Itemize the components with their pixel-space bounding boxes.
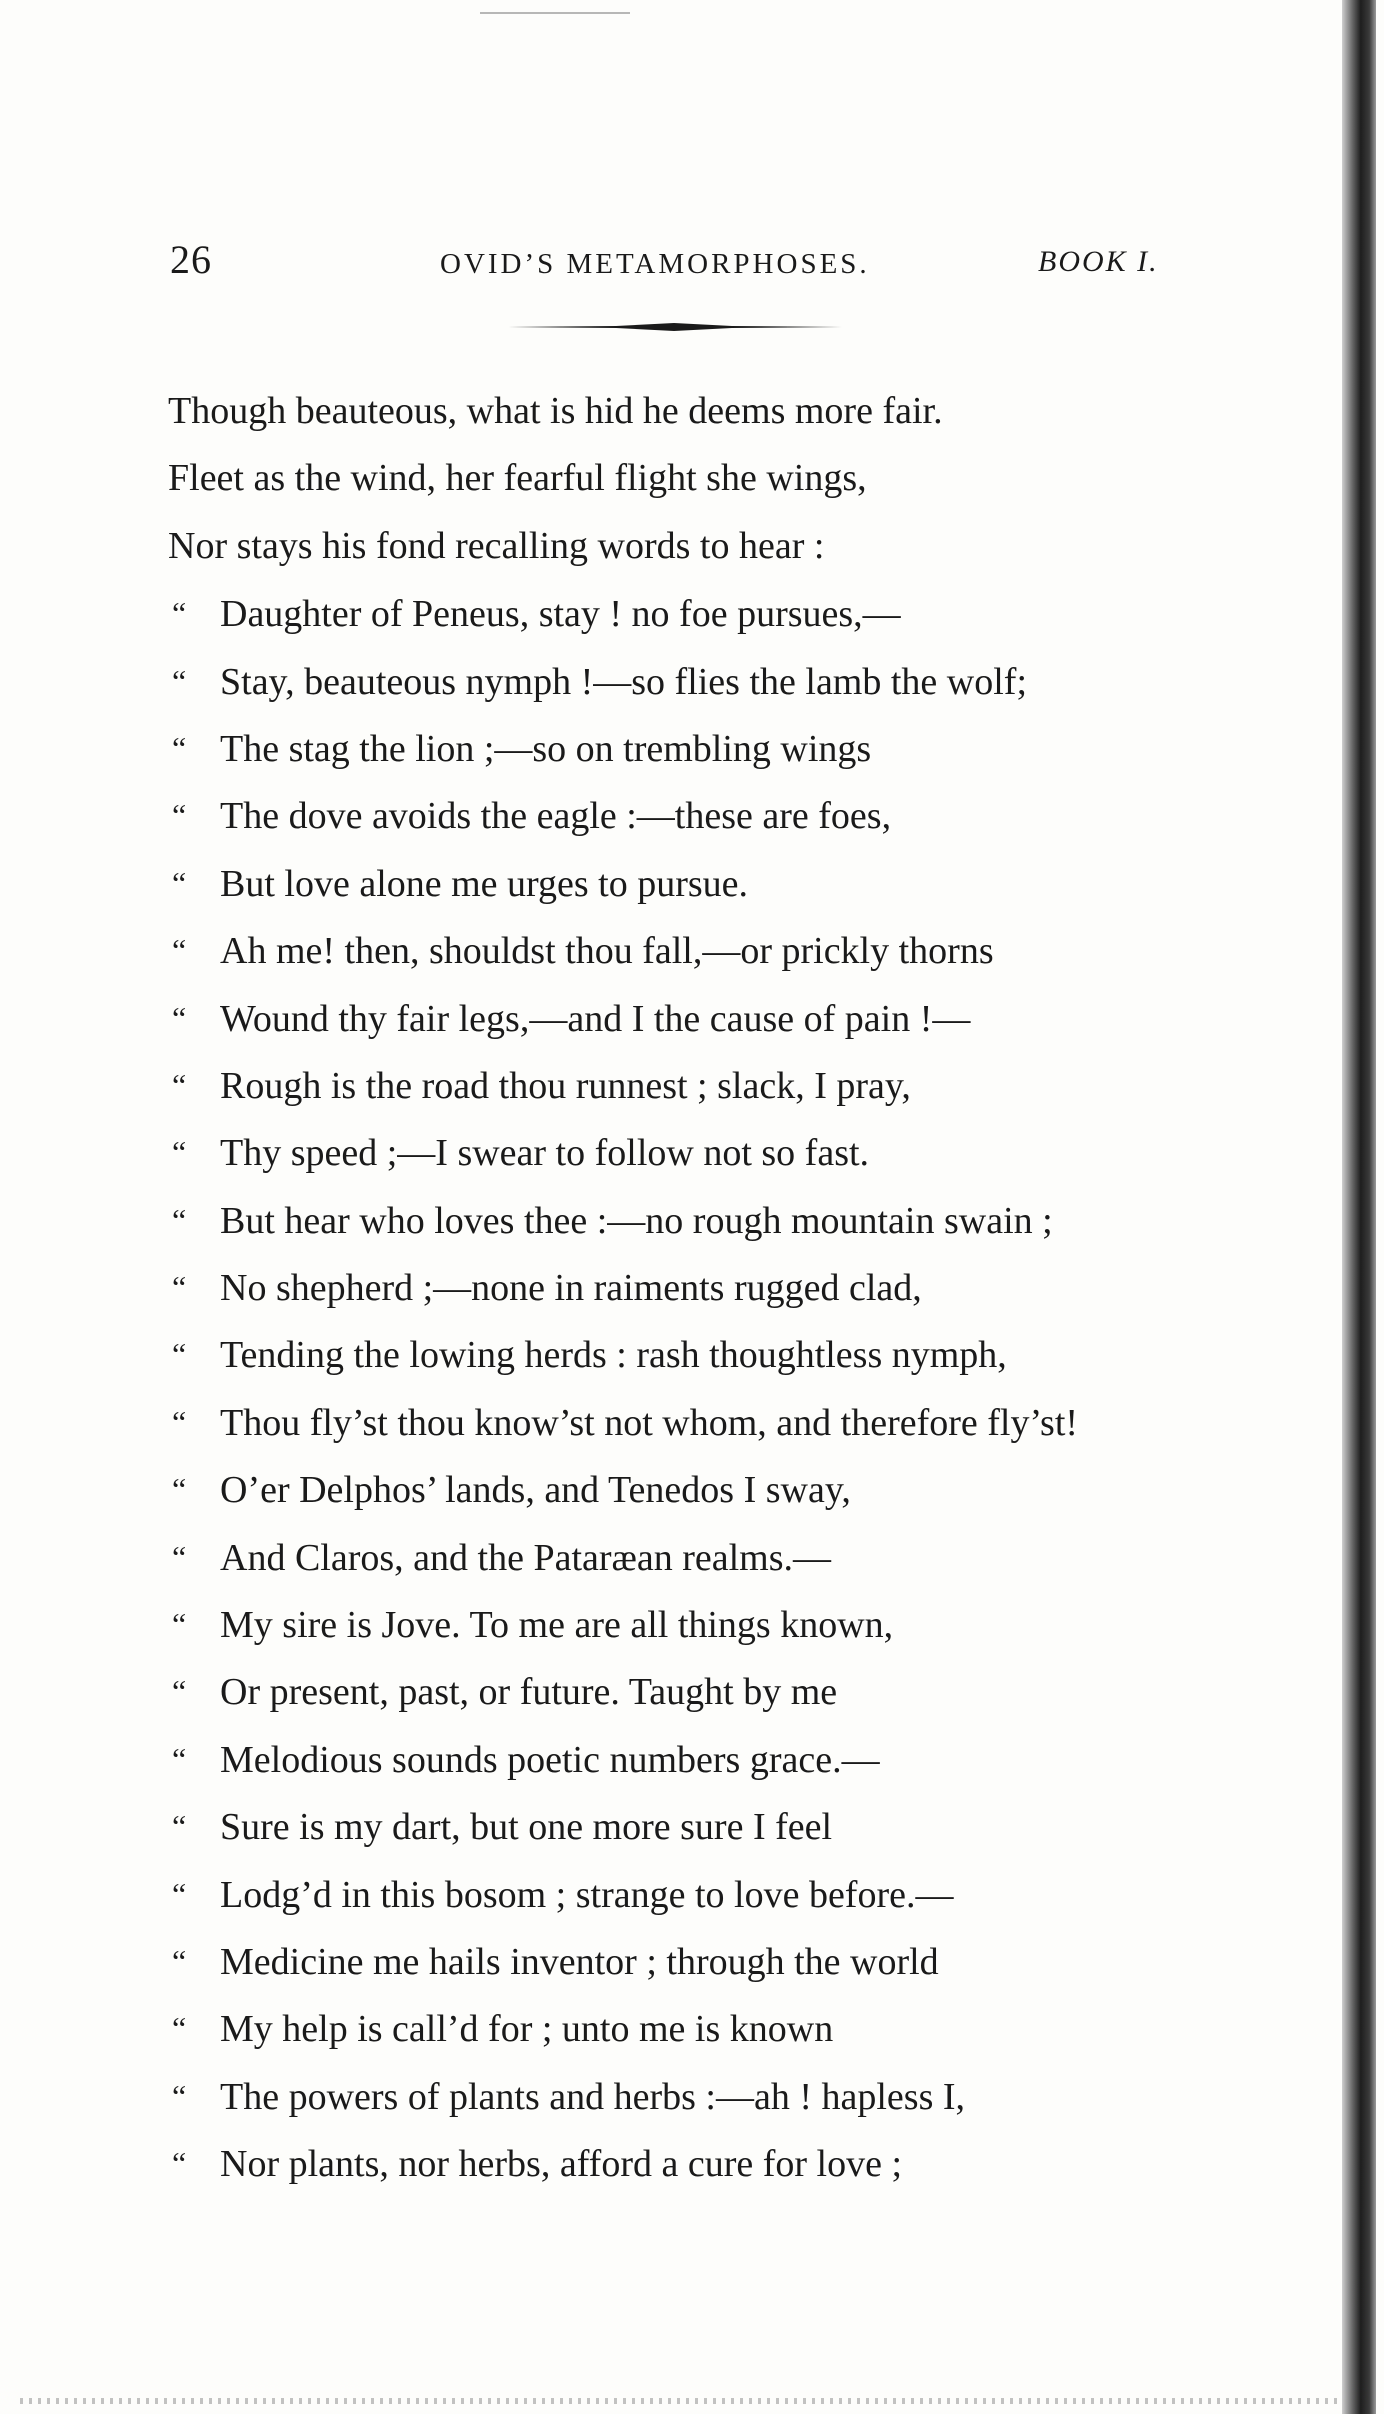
verse-line-text: Fleet as the wind, her fearful flight she wings, xyxy=(168,457,867,500)
verse-line-text: Thy speed ;—I swear to follow not so fast. xyxy=(220,1132,870,1175)
verse-line xyxy=(168,1389,1168,1456)
verse-line-text: No shepherd ;—none in raiments rugged clad, xyxy=(220,1267,922,1310)
verse-line xyxy=(168,445,1168,512)
verse-line xyxy=(168,1254,1168,1321)
verse-line xyxy=(168,850,1168,917)
opening-quote-mark: “ xyxy=(172,1875,187,1912)
opening-quote-mark: “ xyxy=(172,1269,187,1306)
verse-line xyxy=(168,1726,1168,1793)
verse-line xyxy=(168,1052,1168,1119)
verse-line-text: Nor stays his fond recalling words to hear : xyxy=(168,524,825,567)
verse-line xyxy=(168,648,1168,715)
verse-line-text: Or present, past, or future. Taught by me xyxy=(220,1671,838,1714)
opening-quote-mark: “ xyxy=(172,595,187,632)
verse-line-text: The powers of plants and herbs :—ah ! hapless I, xyxy=(220,2075,966,2118)
verse-line-text: Lodg’d in this bosom ; strange to love before.— xyxy=(220,1873,954,1916)
running-title: OVID’S METAMORPHOSES. xyxy=(440,248,870,280)
verse-line xyxy=(168,1119,1168,1186)
verse-line-text: Ah me! then, shouldst thou fall,—or prickly thorns xyxy=(220,930,994,973)
opening-quote-mark: “ xyxy=(172,1403,187,1440)
opening-quote-mark: “ xyxy=(172,999,187,1036)
verse-line-text: Medicine me hails inventor ; through the world xyxy=(220,1940,939,1983)
opening-quote-mark: “ xyxy=(172,2010,187,2047)
verse-line-text: Wound thy fair legs,—and I the cause of pain !— xyxy=(220,997,971,1040)
opening-quote-mark: “ xyxy=(172,1808,187,1845)
verse-line xyxy=(168,2063,1168,2130)
opening-quote-mark: “ xyxy=(172,797,187,834)
verse-line xyxy=(168,1658,1168,1725)
verse-line xyxy=(168,378,1168,445)
verse-line-text: But hear who loves thee :—no rough mountain swain ; xyxy=(220,1199,1053,1242)
verse-line xyxy=(168,1591,1168,1658)
opening-quote-mark: “ xyxy=(172,1471,187,1508)
verse-line xyxy=(168,1321,1168,1388)
verse-line xyxy=(168,782,1168,849)
verse-line xyxy=(168,513,1168,580)
verse-block xyxy=(168,378,1168,2198)
opening-quote-mark: “ xyxy=(172,1066,187,1103)
verse-line xyxy=(168,985,1168,1052)
verse-line xyxy=(168,1456,1168,1523)
opening-quote-mark: “ xyxy=(172,932,187,969)
page-number: 26 xyxy=(170,237,212,282)
verse-line-text: The stag the lion ;—so on trembling wings xyxy=(220,727,872,770)
verse-line-text: Stay, beauteous nymph !—so flies the lamb the wolf; xyxy=(220,660,1027,703)
opening-quote-mark: “ xyxy=(172,1336,187,1373)
bottom-edge-noise xyxy=(20,2398,1340,2404)
verse-line xyxy=(168,1524,1168,1591)
opening-quote-mark: “ xyxy=(172,2145,187,2182)
verse-line-text: Nor plants, nor herbs, afford a cure for love ; xyxy=(220,2143,903,2186)
verse-line-text: My sire is Jove. To me are all things known, xyxy=(220,1604,894,1647)
verse-line-text: But love alone me urges to pursue. xyxy=(220,862,749,905)
verse-line xyxy=(168,1995,1168,2062)
verse-line xyxy=(168,917,1168,984)
opening-quote-mark: “ xyxy=(172,1740,187,1777)
verse-line-text: O’er Delphos’ lands, and Tenedos I sway, xyxy=(220,1469,851,1512)
verse-line-text: Thou fly’st thou know’st not whom, and therefore fly’st! xyxy=(220,1401,1079,1444)
opening-quote-mark: “ xyxy=(172,1606,187,1643)
opening-quote-mark: “ xyxy=(172,662,187,699)
opening-quote-mark: “ xyxy=(172,1201,187,1238)
verse-line xyxy=(168,2130,1168,2197)
opening-quote-mark: “ xyxy=(172,729,187,766)
verse-line-text: Daughter of Peneus, stay ! no foe pursues,— xyxy=(220,593,901,636)
opening-quote-mark: “ xyxy=(172,1942,187,1979)
verse-line-text: My help is call’d for ; unto me is known xyxy=(220,2008,834,2051)
verse-line xyxy=(168,1928,1168,1995)
opening-quote-mark: “ xyxy=(172,1673,187,1710)
verse-line xyxy=(168,1793,1168,1860)
verse-line-text: Sure is my dart, but one more sure I feel xyxy=(220,1806,833,1849)
verse-line-text: Tending the lowing herds : rash thoughtless nymph, xyxy=(220,1334,1007,1377)
verse-line-text: Rough is the road thou runnest ; slack, I pray, xyxy=(220,1064,911,1107)
opening-quote-mark: “ xyxy=(172,2077,187,2114)
page-edge-shadow xyxy=(1342,0,1376,2414)
book-label: BOOK I. xyxy=(1038,245,1159,278)
verse-line-text: And Claros, and the Pataræan realms.— xyxy=(220,1536,832,1579)
opening-quote-mark: “ xyxy=(172,1134,187,1171)
verse-line xyxy=(168,1861,1168,1928)
verse-line-text: The dove avoids the eagle :—these are foes, xyxy=(220,795,892,838)
verse-line xyxy=(168,1187,1168,1254)
running-head xyxy=(0,0,1342,320)
head-ornament-rule xyxy=(506,322,842,332)
verse-line-text: Melodious sounds poetic numbers grace.— xyxy=(220,1738,880,1781)
verse-line-text: Though beauteous, what is hid he deems more fair. xyxy=(168,390,943,432)
verse-line xyxy=(168,715,1168,782)
opening-quote-mark: “ xyxy=(172,864,187,901)
opening-quote-mark: “ xyxy=(172,1538,187,1575)
verse-line xyxy=(168,580,1168,647)
